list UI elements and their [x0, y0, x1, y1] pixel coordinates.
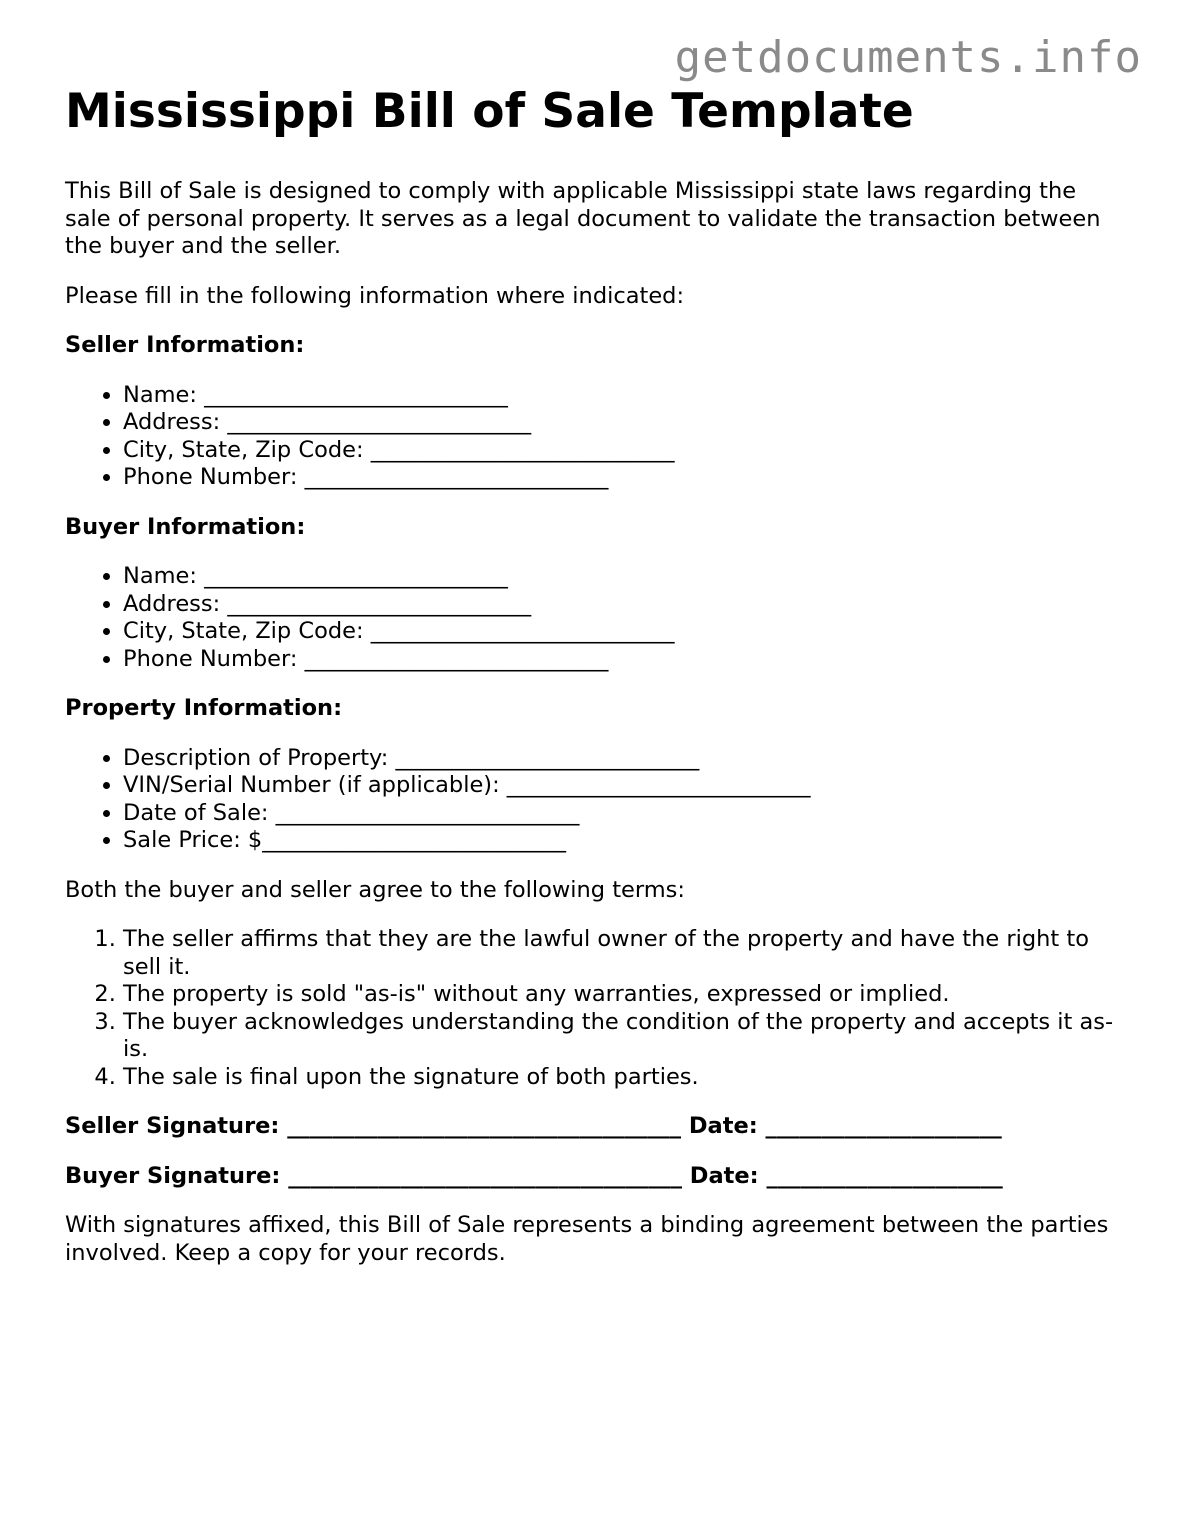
property-section-heading: Property Information:: [65, 695, 343, 721]
property-date-field: • Date of Sale: ___________________________: [123, 800, 1125, 828]
closing-paragraph: With signatures affixed, this Bill of Sale represents a binding agreement between the parties involved. Keep a copy for your records.: [65, 1212, 1109, 1266]
terms-intro: Both the buyer and seller agree to the following terms:: [65, 876, 685, 903]
watermark: getdocuments.info: [674, 32, 1142, 83]
buyer-city-state-zip-field: • City, State, Zip Code: ___________________________: [123, 618, 1125, 646]
seller-signature-line: Seller Signature: ___________________________________ Date: _____________________: [65, 1113, 1002, 1139]
term-item: 4. The sale is final upon the signature of both parties.: [123, 1064, 1125, 1092]
term-item: 3. The buyer acknowledges understanding the condition of the property and accepts it as-is.: [123, 1009, 1125, 1064]
buyer-name-field: • Name: ___________________________: [123, 563, 1125, 591]
document-page: [65, 82, 1125, 1289]
page-title: Mississippi Bill of Sale Template: [65, 84, 914, 139]
buyer-info-list: [65, 563, 1125, 673]
instruction-paragraph: Please fill in the following information where indicated:: [65, 282, 685, 309]
buyer-address-field: • Address: ___________________________: [123, 591, 1125, 619]
seller-name-field: • Name: ___________________________: [123, 382, 1125, 410]
seller-section-heading: Seller Information:: [65, 332, 305, 358]
property-vin-field: • VIN/Serial Number (if applicable): ___________________________: [123, 772, 1125, 800]
term-item: 1. The seller affirms that they are the lawful owner of the property and have the right to sell it.: [123, 926, 1125, 981]
buyer-phone-field: • Phone Number: ___________________________: [123, 646, 1125, 674]
seller-city-state-zip-field: • City, State, Zip Code: ___________________________: [123, 437, 1125, 465]
property-info-list: [65, 745, 1125, 855]
seller-address-field: • Address: ___________________________: [123, 409, 1125, 437]
buyer-section-heading: Buyer Information:: [65, 513, 306, 540]
seller-phone-field: • Phone Number: ___________________________: [123, 464, 1125, 492]
term-item: 2. The property is sold "as-is" without any warranties, expressed or implied.: [123, 981, 1125, 1009]
intro-paragraph: This Bill of Sale is designed to comply with applicable Mississippi state laws regarding the sale of personal property. It serves as a legal document to validate the transaction between the buyer and the seller.: [65, 178, 1101, 259]
seller-info-list: [65, 382, 1125, 492]
buyer-signature-line: Buyer Signature: ___________________________________ Date: _____________________: [65, 1162, 1003, 1189]
property-price-field: • Sale Price: $___________________________: [123, 827, 1125, 855]
property-description-field: • Description of Property: ___________________________: [123, 745, 1125, 773]
terms-list: [65, 926, 1125, 1091]
